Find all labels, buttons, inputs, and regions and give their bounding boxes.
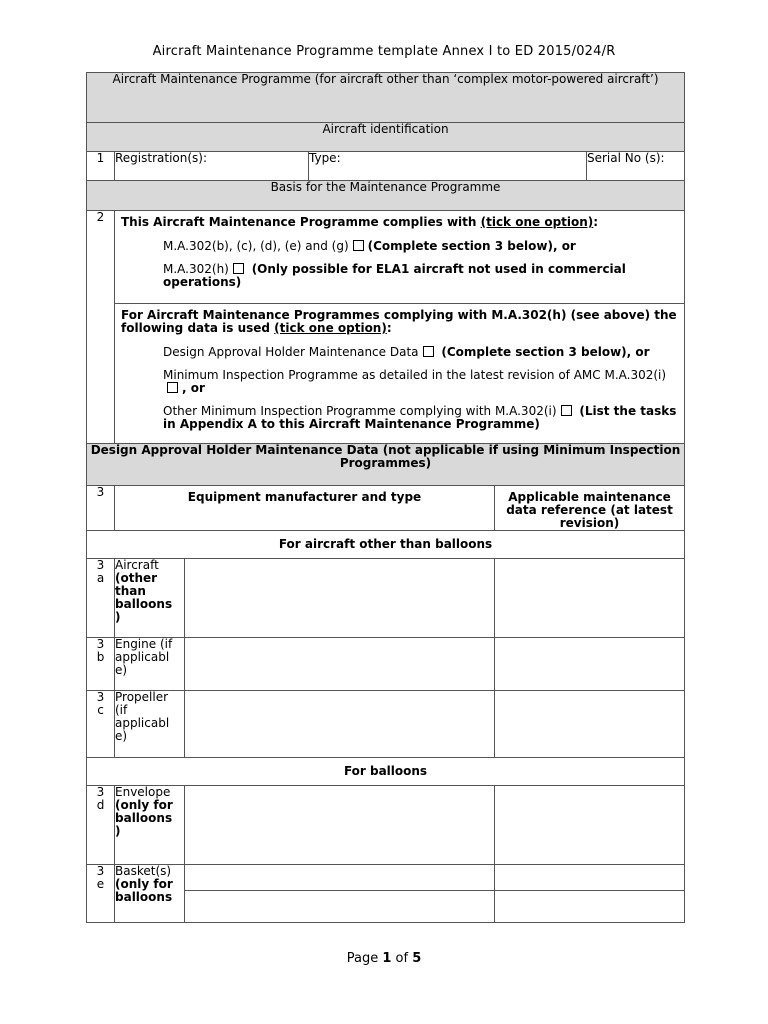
row-number: 3 d: [87, 786, 115, 865]
col-equipment: Equipment manufacturer and type: [115, 486, 495, 531]
envelope-equipment-cell[interactable]: [185, 786, 495, 865]
label-envelope: Envelope (only for balloons ): [115, 786, 185, 865]
section-heading-dah: Design Approval Holder Maintenance Data (not applicable if using Minimum Inspection Programmes): [87, 444, 685, 486]
row-number: 1: [87, 152, 115, 181]
document-header: Aircraft Maintenance Programme template Annex I to ED 2015/024/R: [152, 44, 616, 59]
propeller-equipment-cell[interactable]: [185, 691, 495, 758]
row-number: 3 c: [87, 691, 115, 758]
checkbox-other-min-inspection[interactable]: [561, 405, 572, 416]
section-heading-identification: Aircraft identification: [87, 123, 685, 152]
engine-equipment-cell[interactable]: [185, 638, 495, 691]
page-footer: Page 1 of 5: [346, 951, 422, 966]
subheading-balloons: For balloons: [87, 758, 685, 786]
row-number: 3 a: [87, 559, 115, 638]
checkbox-min-inspection-amc[interactable]: [167, 382, 178, 393]
basket-equipment-cell-2[interactable]: [185, 891, 495, 923]
aircraft-equipment-cell[interactable]: [185, 559, 495, 638]
propeller-data-cell[interactable]: [495, 691, 685, 758]
total-pages: 5: [412, 951, 422, 966]
engine-data-cell[interactable]: [495, 638, 685, 691]
option-ma302-h: M.A.302(h) (Only possible for ELA1 aircraft not used in commercial operations): [163, 262, 626, 289]
option-dah-data: Design Approval Holder Maintenance Data (Complete section 3 below), or: [163, 345, 650, 359]
option-min-inspection-amc: Minimum Inspection Programme as detailed in the latest revision of AMC M.A.302(i), or: [163, 368, 667, 395]
current-page: 1: [382, 951, 392, 966]
compliance-intro: This Aircraft Maintenance Programme complies with (tick one option):: [121, 215, 599, 229]
compliance-options: [115, 211, 685, 304]
option-ma302-bcdeg: M.A.302(b), (c), (d), (e) and (g) (Complete section 3 below), or: [163, 239, 576, 253]
label-aircraft: Aircraft (other than balloons ): [115, 559, 185, 638]
row-number: 3 e: [87, 865, 115, 923]
label-propeller: Propeller (if applicabl e): [115, 691, 185, 758]
basket-data-cell-1[interactable]: [495, 865, 685, 891]
col-maintenance-data: Applicable maintenance data reference (at latest revision): [495, 486, 685, 531]
serial-number-field[interactable]: Serial No (s):: [587, 152, 685, 181]
checkbox-ma302-bcdeg[interactable]: [353, 240, 364, 251]
checkbox-ma302-h[interactable]: [233, 263, 244, 274]
subheading-other-than-balloons: For aircraft other than balloons: [87, 531, 685, 559]
row-number: 2: [87, 211, 115, 444]
checkbox-dah-data[interactable]: [423, 346, 434, 357]
option-other-min-inspection: Other Minimum Inspection Programme complying with M.A.302(i) (List the tasks in Appendix A to this Aircraft Maintenance Programme): [163, 404, 677, 431]
label-basket: Basket(s) (only for balloons: [115, 865, 185, 923]
basket-data-cell-2[interactable]: [495, 891, 685, 923]
envelope-data-cell[interactable]: [495, 786, 685, 865]
registration-field[interactable]: Registration(s):: [115, 152, 309, 181]
label-engine: Engine (if applicabl e): [115, 638, 185, 691]
form-title: Aircraft Maintenance Programme (for aircraft other than ‘complex motor-powered aircraft’): [87, 73, 685, 123]
basket-equipment-cell-1[interactable]: [185, 865, 495, 891]
aircraft-data-cell[interactable]: [495, 559, 685, 638]
row-number: 3 b: [87, 638, 115, 691]
type-field[interactable]: Type:: [309, 152, 587, 181]
data-used-options: [115, 304, 685, 444]
maintenance-programme-form: [86, 72, 685, 923]
section-heading-basis: Basis for the Maintenance Programme: [87, 181, 685, 211]
row-number: 3: [87, 486, 115, 531]
data-used-intro: For Aircraft Maintenance Programmes complying with M.A.302(h) (see above) the following data is used (tick one option):: [121, 308, 677, 335]
